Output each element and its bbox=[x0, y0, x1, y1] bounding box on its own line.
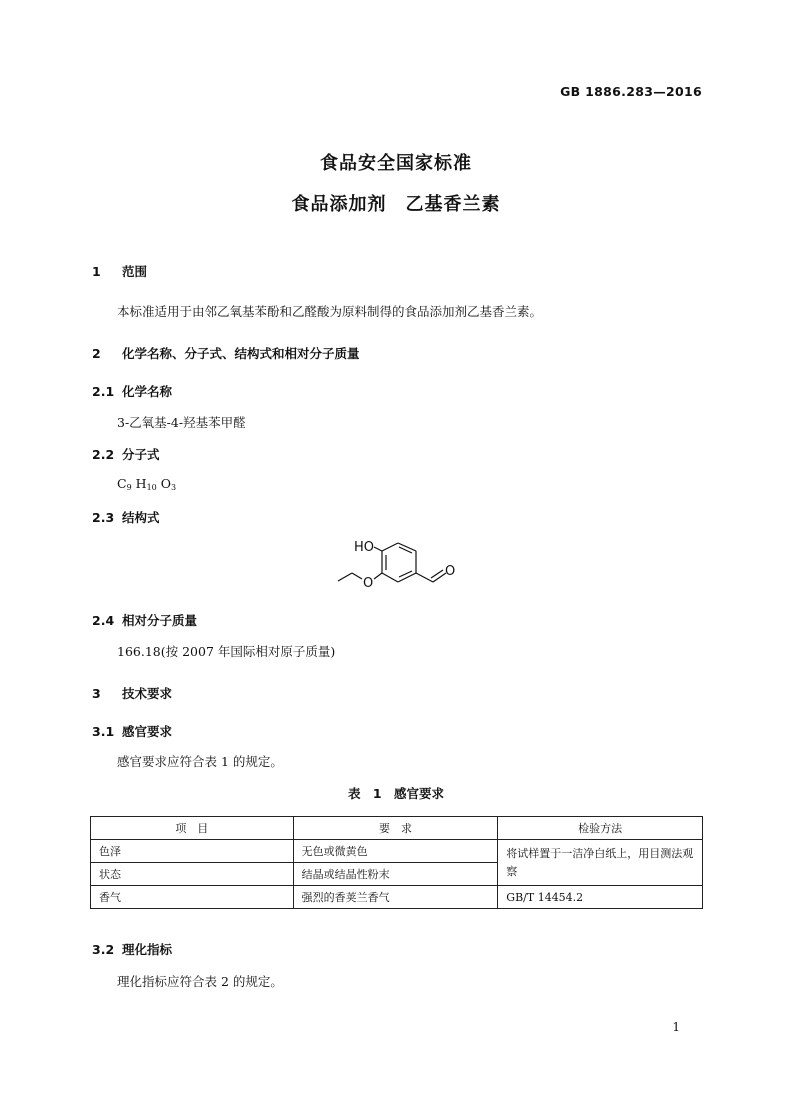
section-heading-2-3 bbox=[92, 508, 160, 526]
section-title: 技术要求 bbox=[122, 686, 173, 701]
section-title: 理化指标 bbox=[122, 942, 173, 957]
section-number: 1 bbox=[92, 264, 101, 279]
table-row bbox=[91, 840, 703, 863]
section-title: 分子式 bbox=[122, 447, 160, 462]
table-cell-item: 状态 bbox=[91, 863, 294, 886]
structure-label-aldehyde-o: O bbox=[445, 564, 456, 579]
section-number: 2.2 bbox=[92, 447, 115, 462]
page-number: 1 bbox=[672, 1020, 680, 1034]
table-row bbox=[91, 886, 703, 909]
table-cell-method: GB/T 14454.2 bbox=[498, 886, 703, 909]
section-heading-3 bbox=[92, 684, 172, 702]
section-title: 化学名称 bbox=[122, 384, 173, 399]
section-heading-2-2 bbox=[92, 445, 160, 463]
standard-code: GB 1886.283—2016 bbox=[560, 84, 702, 99]
table-header-method: 检验方法 bbox=[498, 817, 703, 840]
table-cell-item: 色泽 bbox=[91, 840, 294, 863]
table-header-requirement: 要 求 bbox=[293, 817, 498, 840]
section-heading-1 bbox=[92, 262, 147, 280]
section-heading-2-1 bbox=[92, 382, 172, 400]
table-header-item: 项 目 bbox=[91, 817, 294, 840]
section-number: 3 bbox=[92, 686, 101, 701]
section-number: 2.1 bbox=[92, 384, 115, 399]
structure-label-ho: HO bbox=[354, 540, 375, 555]
molecular-mass: 166.18(按 2007 年国际相对原子质量) bbox=[117, 644, 336, 659]
table-cell-method: 将试样置于一洁净白纸上，用目测法观察 bbox=[498, 840, 703, 886]
structural-formula bbox=[330, 535, 470, 599]
structure-label-o: O bbox=[363, 576, 374, 591]
table-header-row bbox=[91, 817, 703, 840]
table-cell-requirement: 强烈的香荚兰香气 bbox=[293, 886, 498, 909]
section-title: 范围 bbox=[122, 264, 148, 279]
table-cell-item: 香气 bbox=[91, 886, 294, 909]
section-title: 感官要求 bbox=[122, 724, 173, 739]
section-number: 2 bbox=[92, 346, 101, 361]
table-cell-requirement: 结晶或结晶性粉末 bbox=[293, 863, 498, 886]
section-text-3-2: 理化指标应符合表 2 的规定。 bbox=[117, 974, 283, 989]
document-subtitle: 食品添加剂 乙基香兰素 bbox=[291, 194, 501, 215]
table-cell-requirement: 无色或微黄色 bbox=[293, 840, 498, 863]
section-text-1: 本标准适用于由邻乙氧基苯酚和乙醛酸为原料制得的食品添加剂乙基香兰素。 bbox=[117, 304, 543, 319]
section-number: 3.2 bbox=[92, 942, 115, 957]
document-title: 食品安全国家标准 bbox=[320, 153, 472, 174]
section-title: 结构式 bbox=[122, 510, 160, 525]
molecular-formula: $C_9$ $H_{10}$ $O_3$ bbox=[117, 476, 177, 492]
section-title: 化学名称、分子式、结构式和相对分子质量 bbox=[122, 346, 360, 361]
section-heading-2 bbox=[92, 344, 360, 362]
section-number: 2.3 bbox=[92, 510, 115, 525]
section-text-3-1: 感官要求应符合表 1 的规定。 bbox=[117, 754, 283, 769]
section-heading-2-4 bbox=[92, 611, 197, 629]
section-heading-3-1 bbox=[92, 722, 172, 740]
section-heading-3-2 bbox=[92, 940, 172, 958]
sensory-requirements-table bbox=[90, 816, 703, 909]
table-title: 表 1 感官要求 bbox=[347, 786, 445, 801]
chemical-name: 3-乙氧基-4-羟基苯甲醛 bbox=[117, 415, 246, 430]
section-number: 3.1 bbox=[92, 724, 115, 739]
section-title: 相对分子质量 bbox=[122, 613, 198, 628]
section-number: 2.4 bbox=[92, 613, 115, 628]
